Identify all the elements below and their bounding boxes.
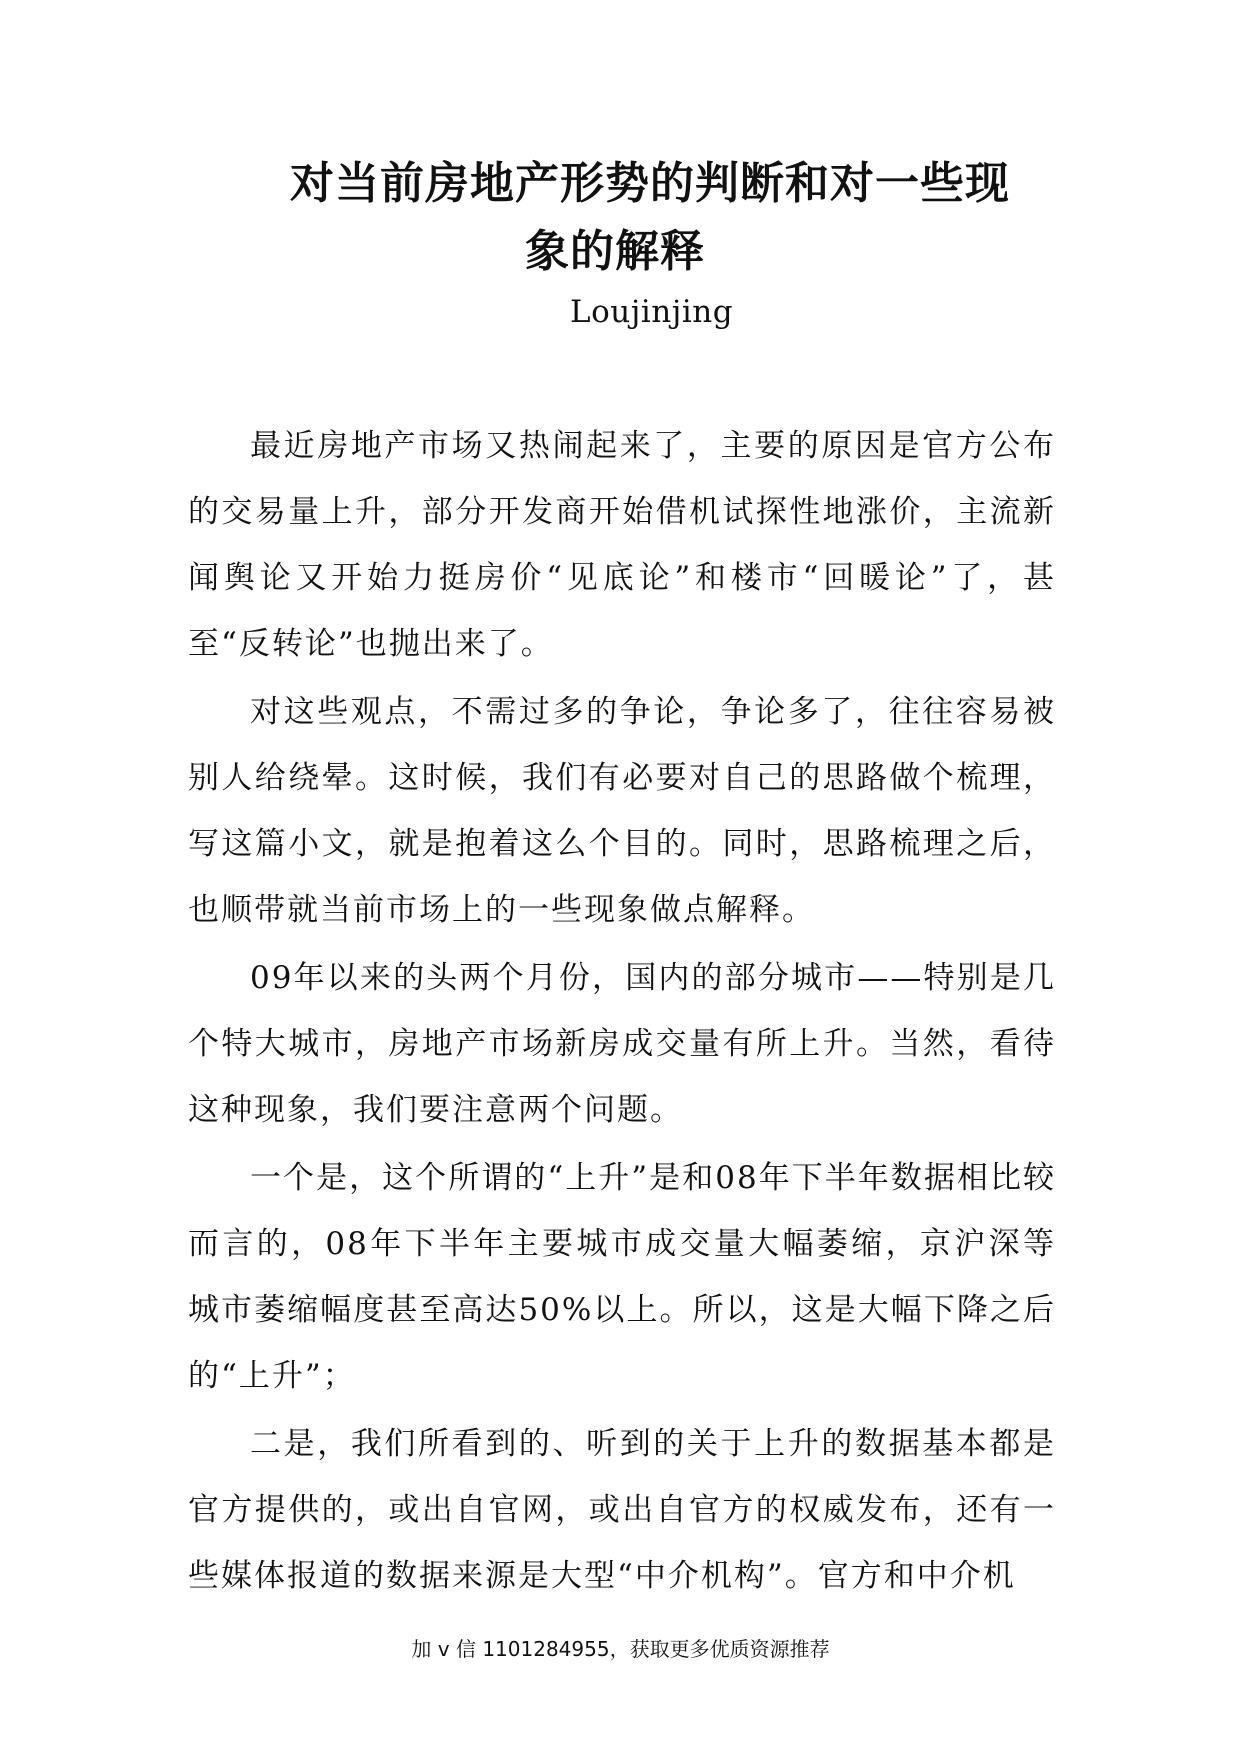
paragraph: 一个是，这个所谓的“上升”是和08年下半年数据相比较而言的，08年下半年主要城市成交量大幅萎缩，京沪深等城市萎缩幅度甚至高达50%以上。所以，这是大幅下降之后的“上升”； (188, 1160, 1056, 1394)
paragraph: 09年以来的头两个月份，国内的部分城市——特别是几个特大城市，房地产市场新房成交量有所上升。当然，看待这种现象，我们要注意两个问题。 (188, 960, 1056, 1128)
title-line-2: 象的解释 (525, 226, 705, 277)
paragraph: 最近房地产市场又热闹起来了，主要的原因是官方公布的交易量上升，部分开发商开始借机试探性地涨价，主流新闻舆论又开始力挺房价“见底论”和楼市“回暖论”了，甚至“反转论”也抛出来了。 (188, 428, 1056, 662)
page-footer: 加 v 信 1101284955，获取更多优质资源推荐 (411, 1637, 830, 1661)
paragraph: 对这些观点，不需过多的争论，争论多了，往往容易被别人给绕晕。这时候，我们有必要对自己的思路做个梳理，写这篇小文，就是抱着这么个目的。同时，思路梳理之后，也顺带就当前市场上的一些现象做点解释。 (188, 694, 1056, 928)
title-line-1: 对当前房地产形势的判断和对一些现 (290, 158, 1010, 209)
paragraph: 二是，我们所看到的、听到的关于上升的数据基本都是官方提供的，或出自官网，或出自官方的权威发布，还有一些媒体报道的数据来源是大型“中介机构”。官方和中介机 (188, 1426, 1056, 1594)
document-title (290, 150, 1050, 286)
document-body (188, 413, 1056, 1611)
author-name: Loujinjing (570, 294, 734, 330)
